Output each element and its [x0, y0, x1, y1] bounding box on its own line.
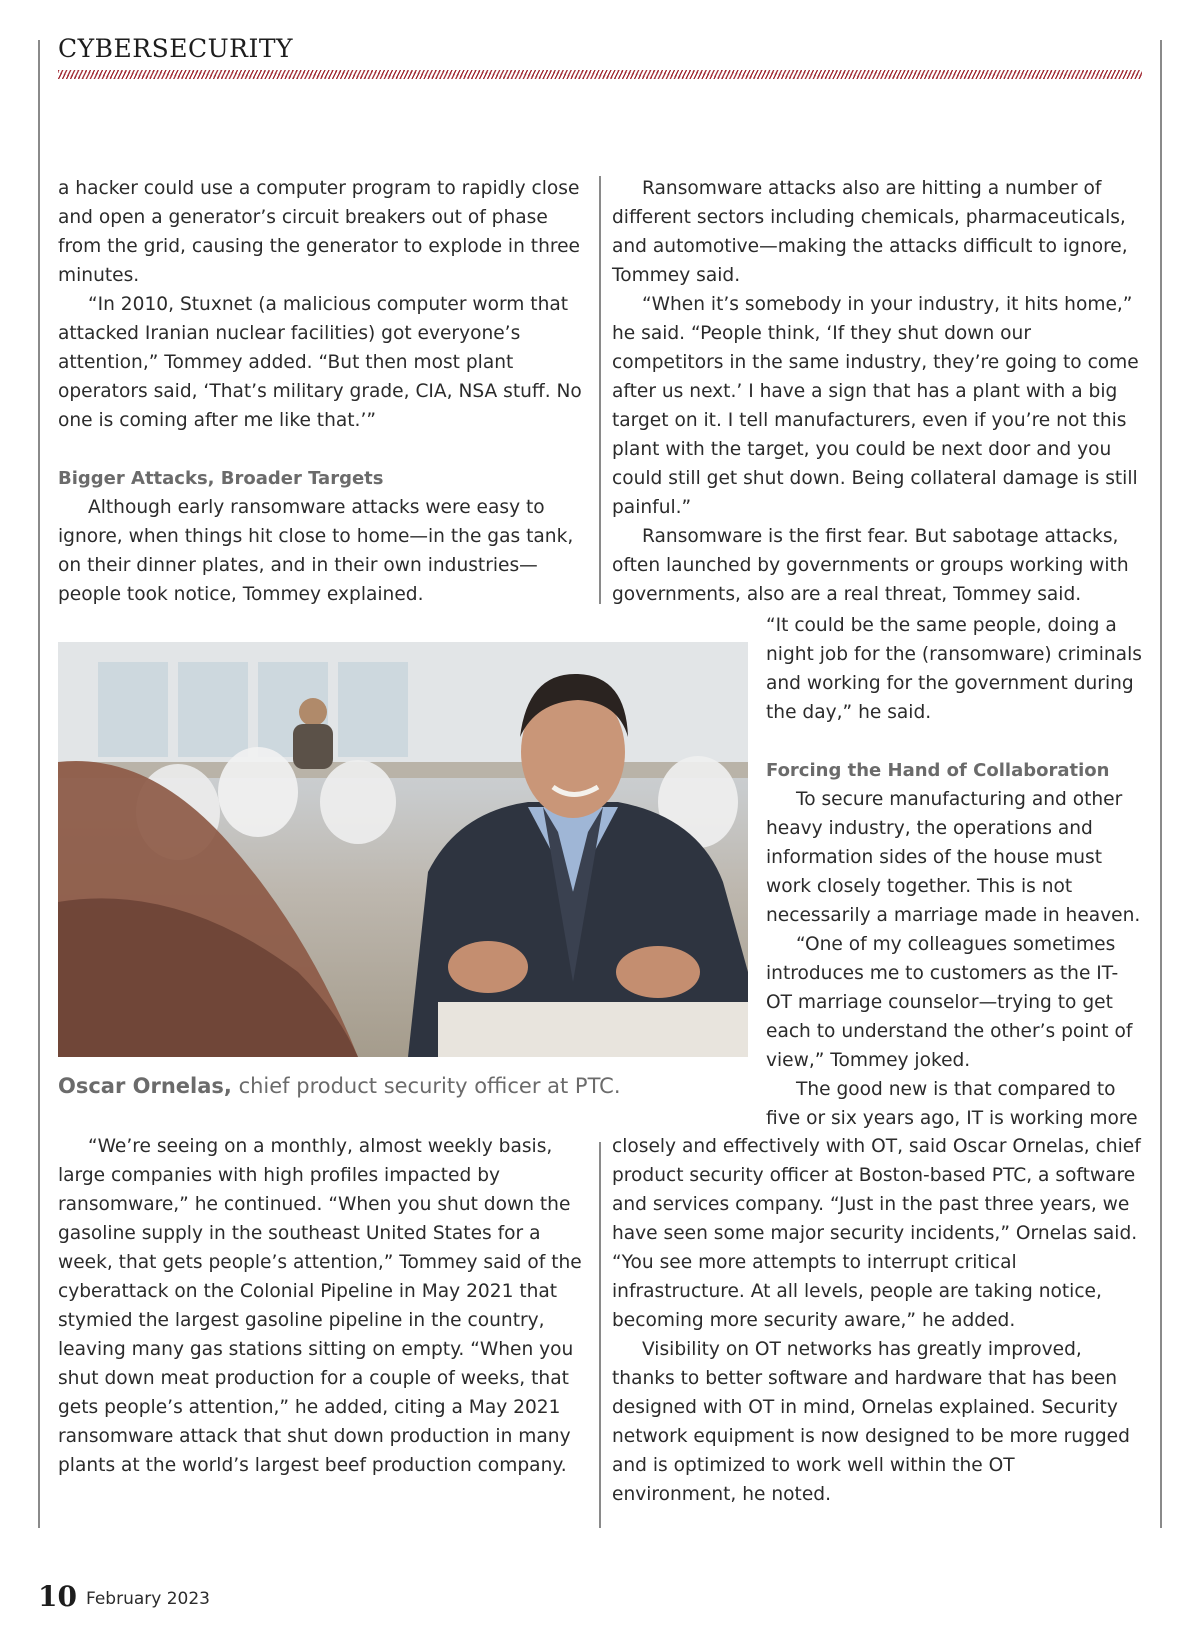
portrait-illustration — [58, 642, 748, 1057]
section-title: CYBERSECURITY — [58, 34, 294, 63]
body-paragraph: “One of my colleagues sometimes introduces me to customers as the IT-OT marriage counselor—trying to get each to understand the other’s point of view,” Tommey joked. — [766, 934, 1133, 1071]
column-rule-bottom — [599, 1142, 601, 1528]
column-rule-top — [599, 176, 601, 604]
page-number: 10 — [38, 1580, 77, 1613]
body-paragraph: “We’re seeing on a monthly, almost weekly basis, large companies with high profiles impacted by ransomware,” he continued. “When you shut down the gasoline supply in the southeast United States for a week, that gets people’s attention,” Tommey said of the cyberattack on the Colonial Pipeline in May 2021 that stymied the largest gasoline pipeline in the country, leaving many gas stations sitting on empty. “When you shut down meat production for a couple of weeks, that gets people’s attention,” he added, citing a May 2021 ransomware attack that shut down production in many plants at the world’s largest beef production company. — [58, 1136, 582, 1476]
column-2-narrow — [766, 611, 1144, 1133]
column-2-top — [612, 174, 1144, 609]
caption-name: Oscar Ornelas, — [58, 1074, 232, 1098]
portrait-photo — [58, 642, 748, 1057]
column-1-bottom — [58, 1132, 586, 1480]
body-paragraph: “When it’s somebody in your industry, it hits home,” he said. “People think, ‘If they shut down our competitors in the same industry, they’re going to come after us next.’ I have a sign that has a plant with a big target on it. I tell manufacturers, even if you’re not this plant with the target, you could be next door and you could still get shut down. Being collateral damage is still painful.” — [612, 294, 1139, 518]
quote-paragraph: “It could be the same people, doing a night job for the (ransomware) criminals and working for the government during the day,” he said. — [766, 615, 1142, 723]
body-paragraph: Visibility on OT networks has greatly improved, thanks to better software and hardware that has been designed with OT in mind, Ornelas explained. Security network equipment is now designed to be more rugged and is optimized to work well within the OT environment, he noted. — [612, 1339, 1130, 1505]
body-paragraph: The good new is that compared to five or six years ago, IT is working more — [766, 1079, 1138, 1129]
body-paragraph: “In 2010, Stuxnet (a malicious computer worm that attacked Iranian nuclear facilities) got everyone’s attention,” Tommey added. “But then most plant operators said, ‘That’s military grade, CIA, NSA stuff. No one is coming after me like that.’” — [58, 294, 582, 431]
caption-text: chief product security officer at PTC. — [231, 1074, 621, 1098]
subhead-forcing-the-hand: Forcing the Hand of Collaboration — [766, 760, 1110, 781]
issue-date: February 2023 — [86, 1589, 210, 1609]
subhead-bigger-attacks: Bigger Attacks, Broader Targets — [58, 468, 384, 489]
page-right-rule — [1160, 40, 1162, 1528]
body-paragraph: Although early ransomware attacks were easy to ignore, when things hit close to home—in the gas tank, on their dinner plates, and in their own industries—people took notice, Tommey explained. — [58, 497, 574, 605]
body-paragraph: closely and effectively with OT, said Oscar Ornelas, chief product security officer at Boston-based PTC, a software and services company. “Just in the past three years, we have seen some major security incidents,” Ornelas said. “You see more attempts to interrupt critical infrastructure. At all levels, people are taking notice, becoming more security aware,” he added. — [612, 1136, 1141, 1331]
body-paragraph: a hacker could use a computer program to rapidly close and open a generator’s circuit breakers out of phase from the grid, causing the generator to explode in three minutes. — [58, 178, 580, 286]
photo-caption — [58, 1074, 621, 1098]
body-paragraph: Ransomware attacks also are hitting a number of different sectors including chemicals, pharmaceuticals, and automotive—making the attacks difficult to ignore, Tommey said. — [612, 178, 1128, 286]
column-1-top — [58, 174, 586, 609]
header-hatch-bar — [58, 70, 1142, 79]
body-paragraph: Ransomware is the first fear. But sabotage attacks, often launched by governments or groups working with governments, also are a real threat, Tommey said. — [612, 526, 1129, 605]
body-paragraph: To secure manufacturing and other heavy industry, the operations and information sides of the house must work closely together. This is not necessarily a marriage made in heaven. — [766, 789, 1141, 926]
column-2-bottom — [612, 1132, 1144, 1509]
page-left-rule — [38, 40, 40, 1528]
